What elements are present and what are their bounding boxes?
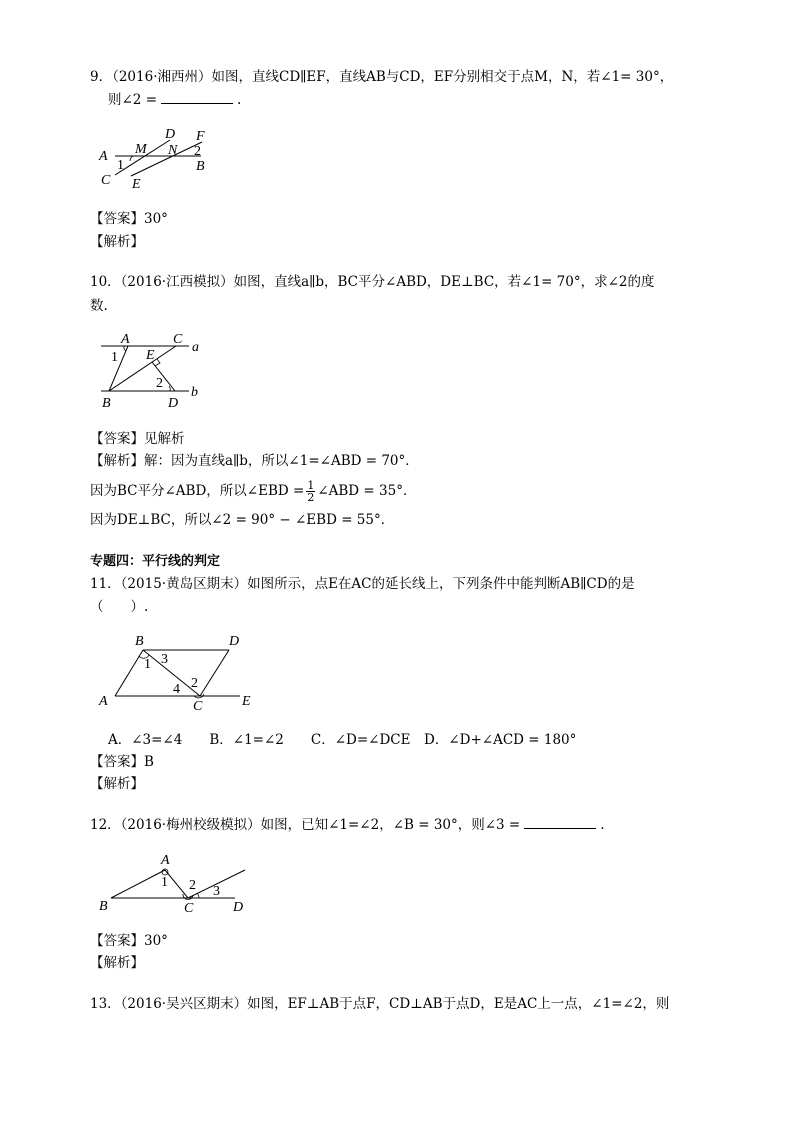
q9-analysis: 【解析】 [90, 234, 144, 250]
q9-label-m: M [135, 142, 147, 157]
q10-solution-line2-suffix: ∠ABD = 35°． [317, 483, 417, 499]
q11-label-c: C [193, 699, 203, 714]
q10-fraction-denominator: 2 [307, 491, 315, 504]
q9-label-1: 1 [117, 158, 124, 173]
q12-answer-blank [524, 816, 596, 829]
q10-label-1: 1 [111, 350, 118, 365]
q10-label-b-point: B [102, 396, 111, 411]
q11-label-3: 3 [161, 652, 168, 667]
q9-answer: 【答案】30° [90, 211, 168, 227]
q12-label-c: C [184, 901, 194, 916]
q9-label-a: A [99, 149, 108, 164]
q11-analysis: 【解析】 [90, 776, 144, 792]
q10-solution-line2 [90, 480, 416, 503]
q12-label-2: 2 [189, 878, 196, 893]
q9-angle1-arc [130, 156, 133, 161]
q12-stem [90, 816, 605, 834]
q12-stem-prefix: 12．（2016·梅州校级模拟）如图，已知∠1=∠2，∠B = 30°，则∠3 = [90, 817, 521, 833]
q12-angle-3-arc [197, 893, 199, 898]
q9-answer-blank [161, 91, 233, 104]
q12-label-1: 1 [161, 875, 168, 890]
q12-answer: 【答案】30° [90, 933, 168, 949]
q10-solution-line2-prefix: 因为BC平分∠ABD，所以∠EBD = [90, 483, 305, 499]
q13-stem-line1: 13．（2016·吴兴区期末）如图，EF⊥AB于点F，CD⊥AB于点D，E是AC上一点，∠1=∠2，则 [90, 996, 670, 1012]
q11-figure [95, 630, 265, 715]
q10-solution-line1: 【解析】解：因为直线a∥b，所以∠1=∠ABD = 70°． [90, 453, 419, 469]
q10-figure-segments [95, 328, 215, 413]
q11-label-e: E [242, 694, 251, 709]
q10-fraction-numerator: 1 [307, 479, 315, 492]
q11-answer: 【答案】B [90, 754, 154, 770]
q11-label-a: A [99, 694, 108, 709]
q11-label-d: D [229, 634, 240, 649]
q11-label-4: 4 [173, 682, 180, 697]
q11-options: A．∠3=∠4 B．∠1=∠2 C．∠D=∠DCE D．∠D+∠ACD = 180° [108, 732, 577, 748]
q11-label-1: 1 [144, 657, 151, 672]
q11-label-b: B [135, 634, 144, 649]
q10-label-c: C [173, 332, 183, 347]
q11-segment-cd [200, 650, 229, 696]
q12-label-a: A [161, 853, 170, 868]
topic4-heading: 专题四：平行线的判定 [90, 554, 221, 569]
q11-label-2: 2 [191, 676, 198, 691]
q9-label-n: N [168, 143, 178, 158]
q11-stem-line2: （ ）. [90, 599, 149, 615]
q11-segment-ab [115, 650, 143, 696]
q9-stem-prefix: 则∠2 = [108, 92, 158, 108]
q9-stem-line1: 9．（2016·湘西州）如图，直线CD∥EF，直线AB与CD，EF分别相交于点M，N，若∠1= 30°， [90, 69, 674, 85]
q12-figure [95, 848, 255, 918]
q10-segment-c-down [176, 346, 183, 391]
q10-stem-line1: 10．（2016·江西模拟）如图，直线a∥b，BC平分∠ABD，DE⊥BC，若∠1= 70°，求∠2的度 [90, 274, 655, 290]
q9-stem-suffix: . [237, 92, 242, 108]
q12-analysis: 【解析】 [90, 955, 144, 971]
q10-label-e: E [146, 348, 155, 363]
q9-label-f: F [196, 129, 205, 144]
q10-solution-line3: 因为DE⊥BC，所以∠2 = 90° − ∠EBD = 55°． [90, 512, 395, 528]
q11-stem-line1: 11．（2015·黄岛区期末）如图所示，点E在AC的延长线上，下列条件中能判断AB∥CD的是 [90, 576, 635, 592]
q12-segment-ac [165, 870, 188, 898]
q10-label-d: D [168, 396, 179, 411]
q9-figure [95, 125, 215, 195]
q12-stem-suffix: . [600, 817, 605, 833]
q9-label-d: D [165, 127, 176, 142]
q10-fraction [306, 480, 315, 503]
q12-label-3: 3 [213, 884, 220, 899]
q12-label-b: B [99, 899, 108, 914]
q10-label-a-line: a [192, 340, 199, 355]
q10-label-a: A [121, 332, 130, 347]
q10-answer: 【答案】见解析 [90, 431, 185, 447]
q9-label-2: 2 [194, 144, 201, 159]
q9-label-b: B [196, 159, 205, 174]
q9-stem-line2 [108, 91, 241, 109]
q12-segment-ba [111, 870, 165, 898]
q9-label-c: C [101, 173, 111, 188]
q10-label-2: 2 [156, 376, 163, 391]
q9-label-e: E [132, 177, 141, 192]
q10-label-b-line: b [191, 385, 198, 400]
q12-label-d: D [233, 900, 244, 915]
q10-stem-line2: 数. [90, 298, 108, 314]
